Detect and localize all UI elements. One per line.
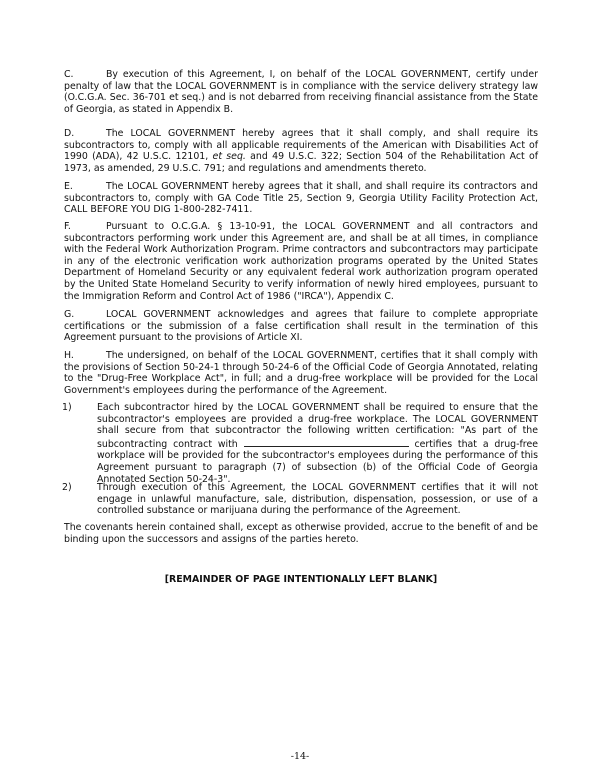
paragraph-text: Pursuant to O.C.G.A. § 13-10-91, the LOCAL GOVERNMENT and all contractors and subcontractors performing work under this Agreement are, and shall be at all times, in compliance with the Federal Work Authorization Program. Prime contractors and subcontractors may participate in any of the electronic verification work authorization programs operated by the United States Department of Homeland Security or any equivalent federal work authorization program operated by the United State Homeland Security to verify information of newly hired employees, pursuant to the Immigration Reform and Control Act of 1986 ("IRCA"), Appendix C. xyxy=(64,221,538,302)
paragraph-h xyxy=(64,350,538,396)
paragraph-f xyxy=(64,221,538,302)
paragraph-text: Through execution of this Agreement, the LOCAL GOVERNMENT certifies that it will not engage in unlawful manufacture, sale, distribution, dispensation, possession, or use of a controlled substance or marijuana during the performance of the Agreement. xyxy=(97,482,538,517)
paragraph-label: E. xyxy=(64,181,73,192)
paragraph-g xyxy=(64,309,538,344)
paragraph-h-2 xyxy=(62,482,538,517)
paragraph-label: H. xyxy=(64,350,74,361)
paragraph-text: The covenants herein contained shall, except as otherwise provided, accrue to the benefit of and be binding upon the successors and assigns of the parties hereto. xyxy=(64,522,538,545)
paragraph-text: By execution of this Agreement, I, on behalf of the LOCAL GOVERNMENT, certify under penalty of law that the LOCAL GOVERNMENT is in compliance with the service delivery strategy law (O.C.G.A. Sec. 36-701 et seq.) and is not debarred from receiving financial assistance from the State of Georgia, as stated in Appendix B. xyxy=(64,69,538,115)
paragraph-text: The undersigned, on behalf of the LOCAL GOVERNMENT, certifies that it shall comply with the provisions of Section 50-24-1 through 50-24-6 of the Official Code of Georgia Annotated, relating to the "Drug-Free Workplace Act", in full; and a drug-free workplace will be provided for the Local Government's employees during the performance of the Agreement. xyxy=(64,350,538,396)
paragraph-text: The LOCAL GOVERNMENT hereby agrees that it shall, and shall require its contractors and subcontractors to, comply with GA Code Title 25, Section 9, Georgia Utility Facility Protection Act, CALL BEFORE YOU DIG 1-800-282-7411. xyxy=(64,181,538,216)
paragraph-text: and 49 U.S.C. 322; Section 504 of the Rehabilitation Act of 1973, as amended, 29 U.S.C. 791; and regulations and amendments thereto. xyxy=(64,151,538,174)
paragraph-h-1 xyxy=(62,402,538,485)
paragraph-label: 1) xyxy=(62,402,72,413)
paragraph-emphasis: et seq. xyxy=(212,151,246,163)
paragraph-text: certifies that a drug-free workplace will be provided for the subcontractor's employees during the performance of this Agreement pursuant to paragraph (7) of subsection (b) of the Official Code of Georgia Annotated Section 50-24-3". xyxy=(97,438,538,485)
paragraph-label: G. xyxy=(64,309,75,320)
paragraph-text: The LOCAL GOVERNMENT hereby agrees that it shall comply, and shall require its subcontractors to, comply with all applicable requirements of the American with Disabilities Act of 1990 (ADA), 42 U.S.C. 12101, xyxy=(64,128,538,163)
page-number: -14- xyxy=(290,751,310,762)
fill-in-blank-line xyxy=(244,437,409,447)
paragraph-c xyxy=(64,69,538,115)
paragraph-covenants xyxy=(64,522,538,545)
paragraph-text: Each subcontractor hired by the LOCAL GOVERNMENT shall be required to ensure that the subcontractor's employees are provided a drug-free workplace. The LOCAL GOVERNMENT shall secure from that subcontractor the following written certification: "As part of the subcontracting contract with xyxy=(97,402,538,450)
paragraph-label: C. xyxy=(64,69,74,80)
paragraph-e xyxy=(64,181,538,216)
paragraph-d xyxy=(64,128,538,174)
paragraph-label: D. xyxy=(64,128,75,139)
paragraph-text: LOCAL GOVERNMENT acknowledges and agrees that failure to complete appropriate certifications or the submission of a false certification shall result in the termination of this Agreement pursuant to the provisions of Article XI. xyxy=(64,309,538,344)
blank-page-notice: [REMAINDER OF PAGE INTENTIONALLY LEFT BLANK] xyxy=(164,574,438,585)
paragraph-label: F. xyxy=(64,221,71,232)
paragraph-label: 2) xyxy=(62,482,72,493)
